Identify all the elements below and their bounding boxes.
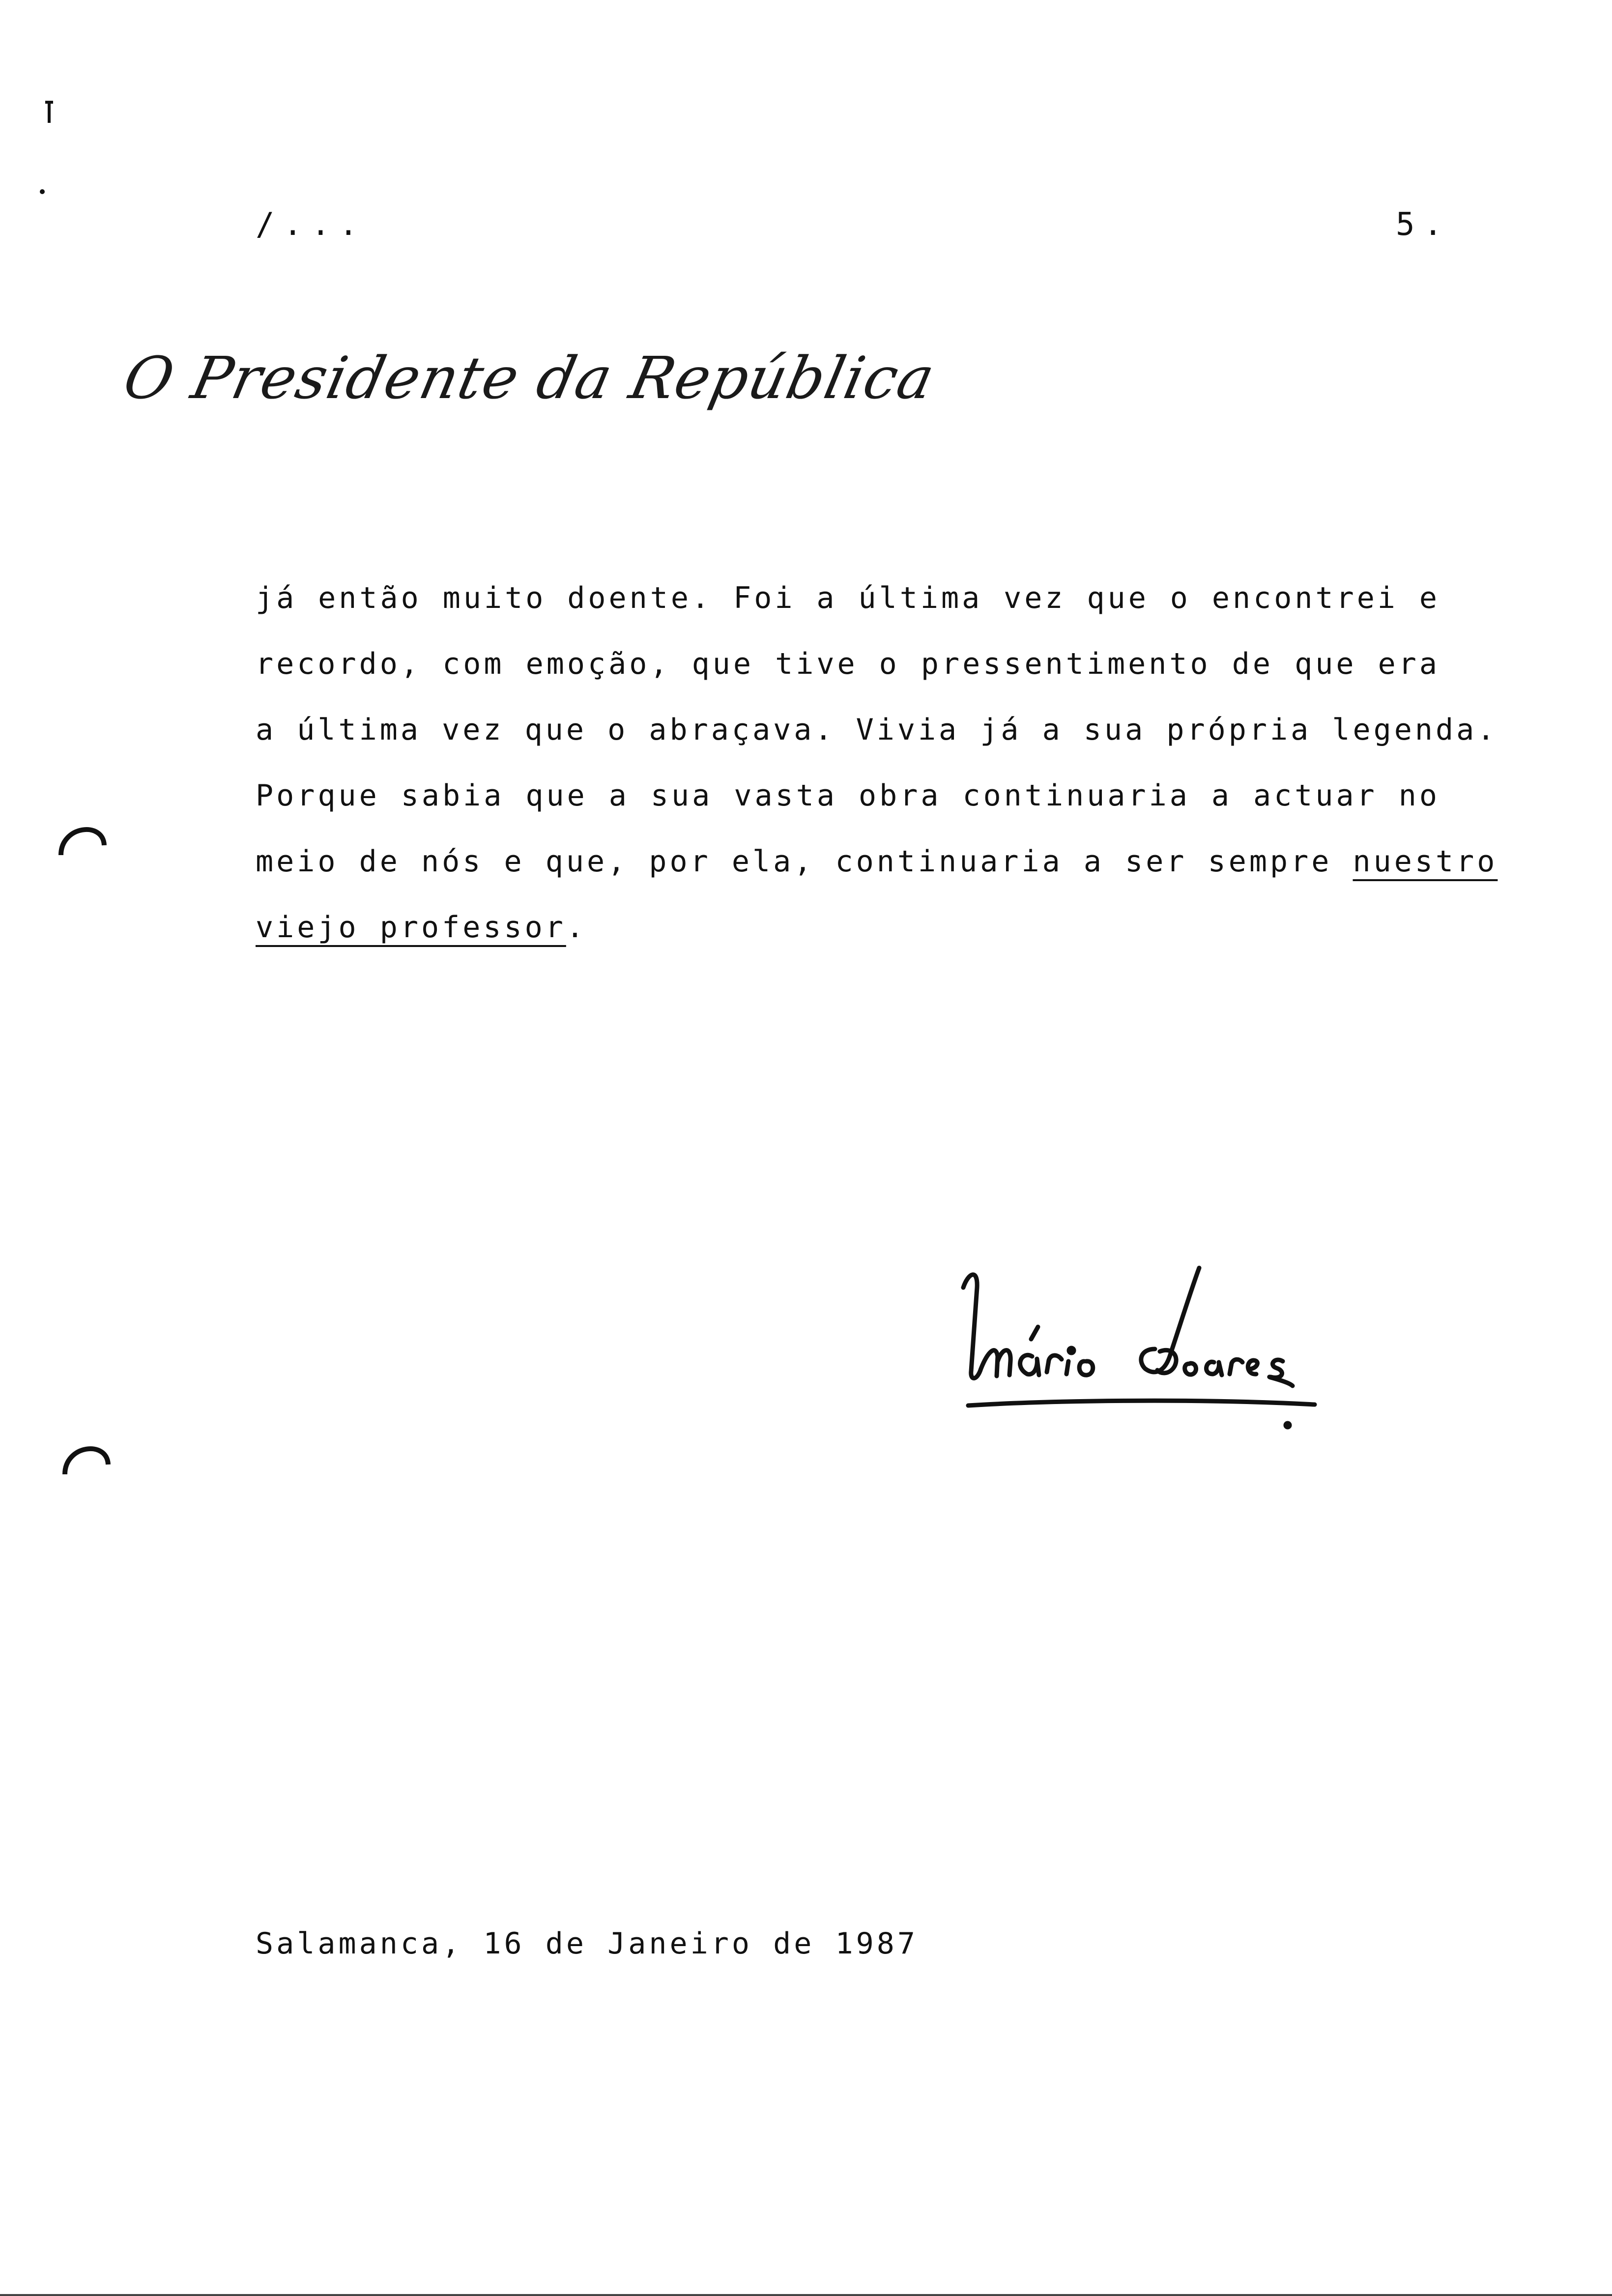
underlined-phrase-part-1: nuestro (1353, 844, 1498, 879)
page-number: 5. (1396, 206, 1452, 243)
punch-mark-top (39, 98, 59, 128)
underlined-phrase-part-2: viejo professor (256, 910, 566, 945)
binder-hole-arc-upper (55, 811, 109, 865)
closing-period: . (566, 910, 587, 945)
body-line-final (256, 902, 1440, 968)
letterhead-title: O Presidente da República (118, 344, 941, 412)
body-line: Porque sabia que a sua vasta obra continuaria a actuar no (256, 778, 1440, 813)
body-line: já então muito doente. Foi a última vez que o encontrei e (256, 581, 1440, 615)
body-line: a última vez que o abraçava. Vivia já a sua própria legenda. (256, 713, 1498, 747)
body-line-text: meio de nós e que, por ela, continuaria a ser sempre (256, 844, 1332, 879)
handwritten-signature (949, 1258, 1332, 1445)
binder-hole-arc-lower (59, 1430, 113, 1484)
continuation-marker: /... (256, 206, 367, 243)
scan-bottom-edge (0, 2294, 1612, 2296)
body-line-with-underline (256, 836, 1498, 902)
punch-mark-dot (37, 187, 47, 197)
letter-body (256, 573, 1498, 968)
body-line: recordo, com emoção, que tive o pressentimento de que era (256, 647, 1440, 681)
place-and-date: Salamanca, 16 de Janeiro de 1987 (256, 1926, 918, 1961)
